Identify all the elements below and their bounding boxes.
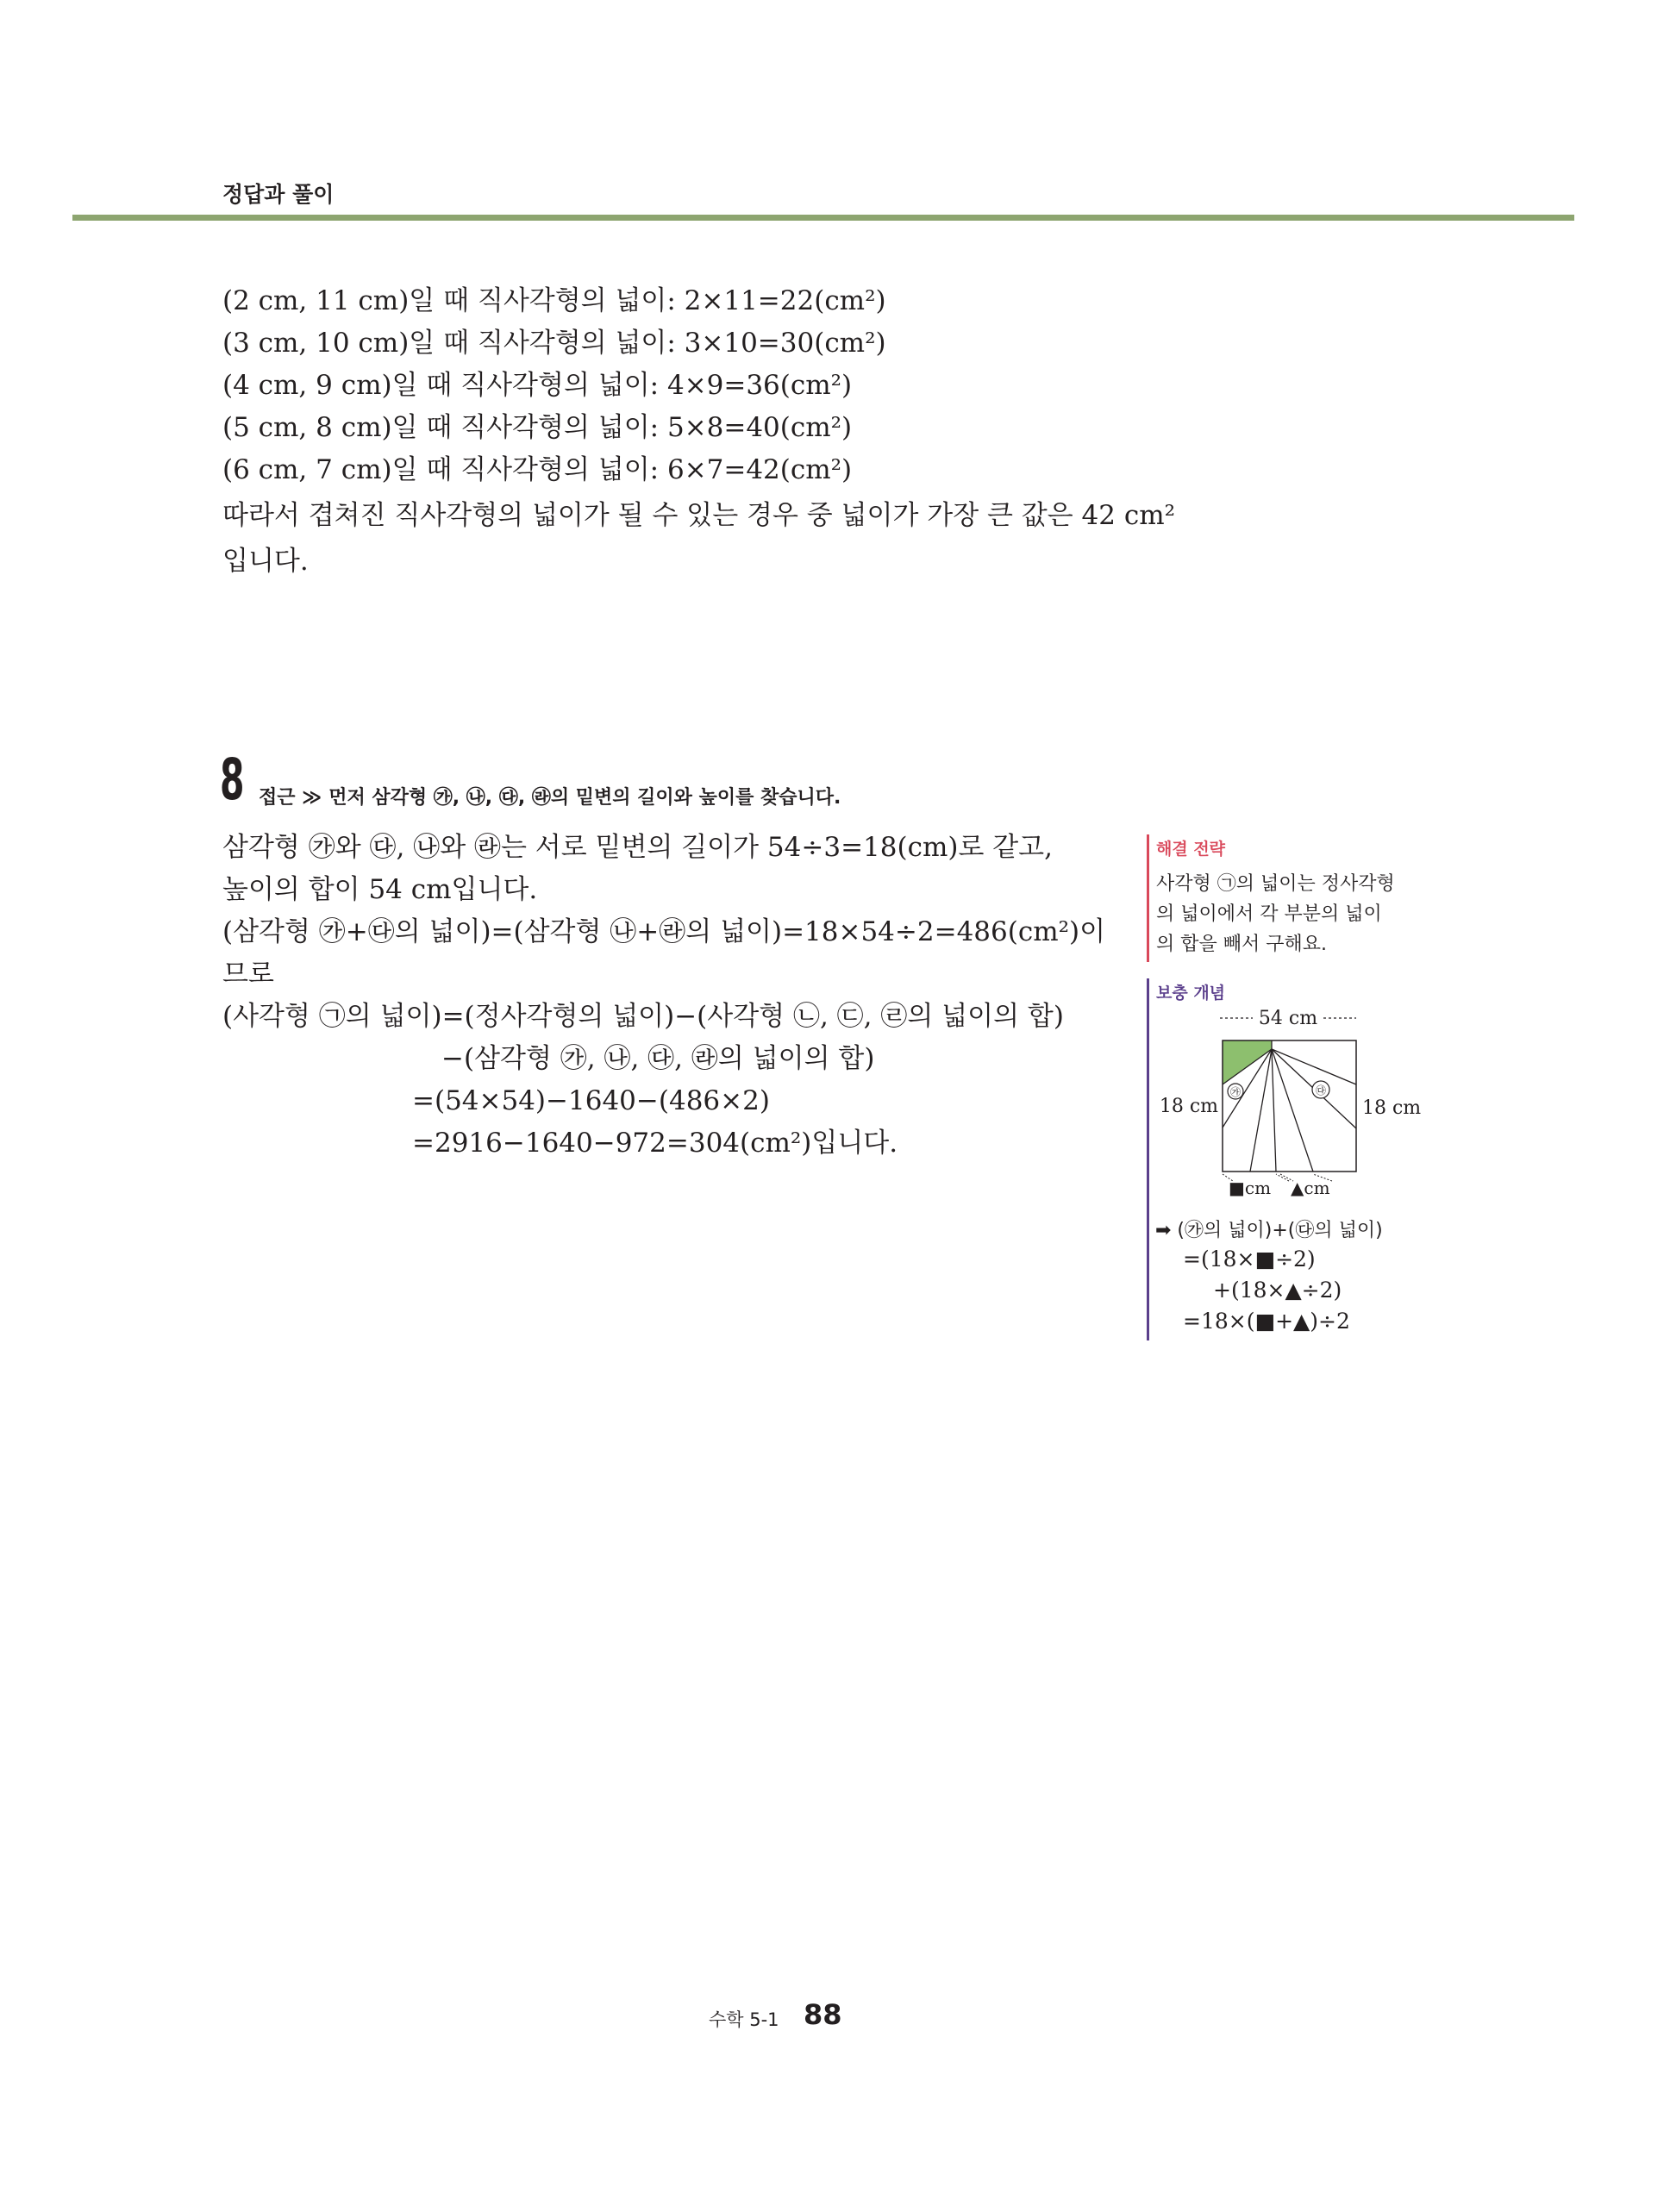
solution8-line: 높이의 합이 54 cm입니다.	[222, 874, 538, 905]
strategy-accent-bar	[1147, 834, 1149, 962]
region-a-label: ㉮	[1229, 1086, 1242, 1098]
solution8-line: −(삼각형 ㉮, ㉯, ㉰, ㉱의 넓이의 합)	[441, 1043, 875, 1074]
concept-equation: ➡ (㉮의 넓이)+(㉰의 넓이)	[1155, 1220, 1383, 1241]
concept-diagram	[1151, 1004, 1427, 1211]
diagram-top-label: 54 cm	[1258, 1008, 1318, 1029]
strategy-text: 사각형 ㉠의 넓이는 정사각형	[1156, 873, 1395, 895]
concept-title: 보충 개념	[1156, 984, 1226, 1003]
solution8-line: (사각형 ㉠의 넓이)=(정사각형의 넓이)−(사각형 ㉡, ㉢, ㉣의 넓이의 합)	[222, 1001, 1064, 1032]
concept-equation: =18×(■+▲)÷2	[1183, 1309, 1350, 1334]
solution7-conclusion: 입니다.	[222, 546, 309, 577]
page-header-title: 정답과 풀이	[222, 182, 335, 207]
solution8-line: 삼각형 ㉮와 ㉰, ㉯와 ㉱는 서로 밑변의 길이가 54÷3=18(cm)로 같고,	[222, 832, 1053, 863]
shaded-region	[1223, 1040, 1272, 1084]
solution7-line: (2 cm, 11 cm)일 때 직사각형의 넓이: 2×11=22(cm²)	[222, 285, 886, 316]
solution8-line: =2916−1640−972=304(cm²)입니다.	[412, 1128, 898, 1159]
diagram-line	[1272, 1049, 1356, 1084]
question-number: 8	[220, 747, 245, 813]
approach-label: 접근 ≫	[259, 787, 322, 809]
region-c-label: ㉰	[1315, 1084, 1327, 1097]
solution7-line: (4 cm, 9 cm)일 때 직사각형의 넓이: 4×9=36(cm²)	[222, 370, 853, 401]
solution7-conclusion: 따라서 겹쳐진 직사각형의 넓이가 될 수 있는 경우 중 넓이가 가장 큰 값은 42 cm²	[222, 500, 1176, 531]
solution8-line: =(54×54)−1640−(486×2)	[412, 1085, 770, 1116]
concept-equation: +(18×▲÷2)	[1213, 1278, 1342, 1303]
diagram-line	[1272, 1049, 1276, 1172]
solution7-line: (6 cm, 7 cm)일 때 직사각형의 넓이: 6×7=42(cm²)	[222, 454, 853, 485]
approach-hint	[259, 783, 841, 809]
solution8-line: 므로	[222, 959, 274, 990]
strategy-text: 의 넓이에서 각 부분의 넓이	[1156, 903, 1382, 925]
approach-text: 먼저 삼각형 ㉮, ㉯, ㉰, ㉱의 밑변의 길이와 높이를 찾습니다.	[328, 787, 841, 809]
diagram-line	[1250, 1049, 1272, 1172]
solution7-line: (3 cm, 10 cm)일 때 직사각형의 넓이: 3×10=30(cm²)	[222, 328, 886, 359]
concept-equation: =(18×■÷2)	[1183, 1247, 1316, 1272]
diagram-left-label: 18 cm	[1159, 1096, 1218, 1117]
diagram-bottom-label-1: ■cm	[1229, 1178, 1272, 1198]
diagram-bottom-label-2: ▲cm	[1291, 1178, 1330, 1198]
strategy-text: 의 합을 빼서 구해요.	[1156, 934, 1327, 955]
solution8-line: (삼각형 ㉮+㉰의 넓이)=(삼각형 ㉯+㉱의 넓이)=18×54÷2=486(cm²)이	[222, 916, 1106, 947]
strategy-title: 해결 전략	[1156, 840, 1226, 859]
diagram-right-label: 18 cm	[1362, 1097, 1422, 1119]
diagram-line	[1272, 1049, 1313, 1172]
solution7-line: (5 cm, 8 cm)일 때 직사각형의 넓이: 5×8=40(cm²)	[222, 412, 853, 443]
page-number: 88	[804, 1998, 842, 2031]
concept-accent-bar	[1147, 978, 1149, 1340]
header-rule	[72, 215, 1574, 221]
footer-book-label: 수학 5-1	[709, 2009, 779, 2030]
